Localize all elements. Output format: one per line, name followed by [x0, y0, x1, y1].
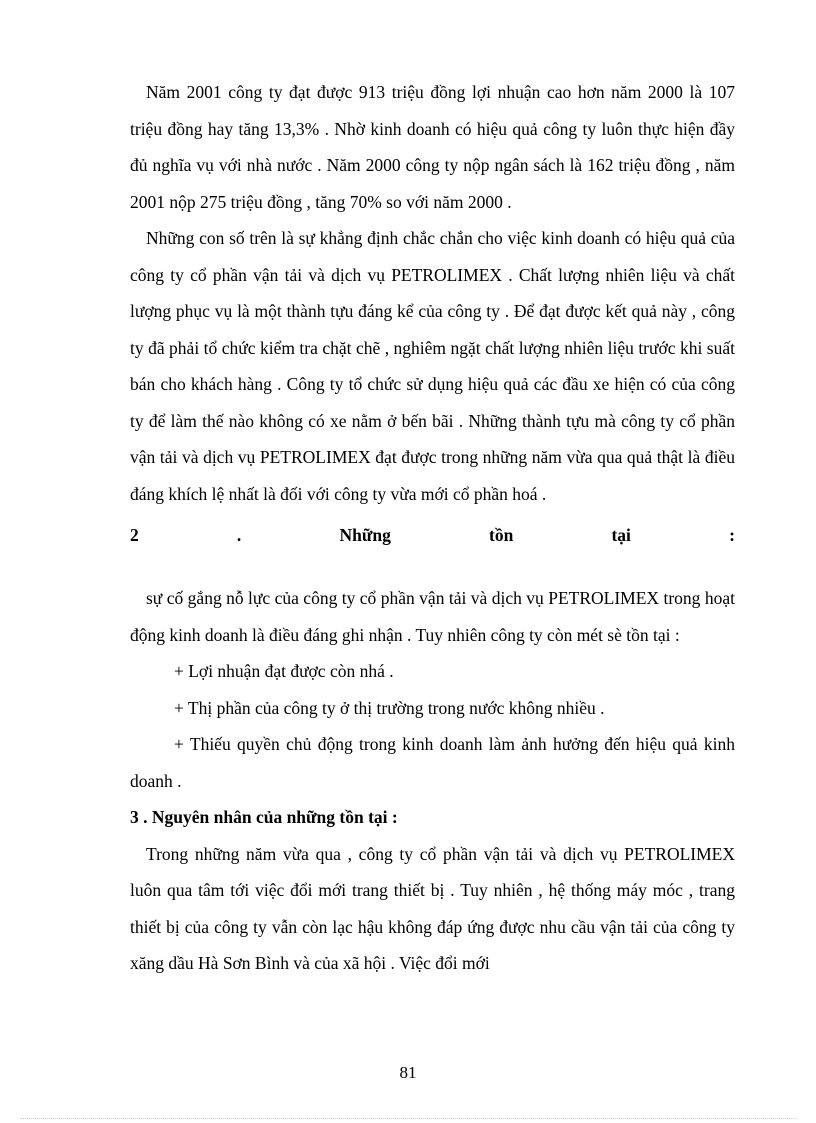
heading2-word3: tại: [611, 525, 631, 545]
bullet-item: + Lợi nhuận đạt được còn nhá .: [174, 661, 394, 681]
heading2-word2: tồn: [489, 525, 514, 545]
middle-text-block: [130, 580, 735, 982]
paragraph-achievements: Những con số trên là sự khẳng định chắc chắn cho việc kinh doanh có hiệu quả của công ty cổ phần vận tải và dịch vụ PETROLIMEX . Chất lượng nhiên liệu và chất lượng phục vụ là một thành tựu đáng kể của công ty . Để đạt được kết quả này , công ty đã phải tổ chức kiểm tra chặt chẽ , nghiêm ngặt chất lượng nhiên liệu trước khi suất bán cho khách hàng . Công ty tổ chức sử dụng hiệu quả các đầu xe hiện có của công ty để làm thế nào không có xe nằm ở bến bãi . Những thành tựu mà công ty cổ phần vận tải và dịch vụ PETROLIMEX đạt được trong những năm vừa qua quả thật là điều đáng khích lệ nhất là đối với công ty vừa mới cổ phần hoá .: [130, 228, 735, 504]
heading2-word1: Những: [339, 525, 391, 545]
heading2-dot: .: [236, 525, 242, 545]
page-bottom-rule: [20, 1118, 796, 1119]
heading2-colon: :: [729, 525, 735, 545]
paragraph-shortcomings: sự cố gắng nỗ lực của công ty cổ phần vận tải và dịch vụ PETROLIMEX trong hoạt động kinh doanh là điều đáng ghi nhận . Tuy nhiên công ty còn mét sè tồn tại :: [130, 588, 735, 645]
page-number: 81: [399, 1063, 417, 1082]
bullet-item: + Thiếu quyền chủ động trong kinh doanh làm ảnh hưởng đến hiệu quả kinh doanh .: [130, 734, 735, 791]
paragraph-causes: Trong những năm vừa qua , công ty cổ phần vận tải và dịch vụ PETROLIMEX luôn qua tâm tới việc đổi mới trang thiết bị . Tuy nhiên , hệ thống máy móc , trang thiết bị của công ty vẫn còn lạc hậu không đáp ứng được nhu cầu vận tải của công ty xăng dầu Hà Sơn Bình và của xã hội . Việc đổi mới: [130, 843, 735, 973]
bullet-item: + Thị phần của công ty ở thị trường trong nước không nhiều .: [174, 697, 605, 718]
section-heading-3: 3 . Nguyên nhân của những tồn tại :: [130, 807, 398, 827]
top-text-block: [130, 74, 735, 512]
section-heading-2: [130, 520, 735, 550]
heading2-number: 2: [130, 525, 139, 545]
paragraph-profit: Năm 2001 công ty đạt được 913 triệu đồng lợi nhuận cao hơn năm 2000 là 107 triệu đồng hay tăng 13,3% . Nhờ kinh doanh có hiệu quả công ty luôn thực hiện đầy đủ nghĩa vụ với nhà nước . Năm 2000 công ty nộp ngân sách là 162 triệu đồng , năm 2001 nộp 275 triệu đồng , tăng 70% so với năm 2000 .: [130, 82, 735, 212]
